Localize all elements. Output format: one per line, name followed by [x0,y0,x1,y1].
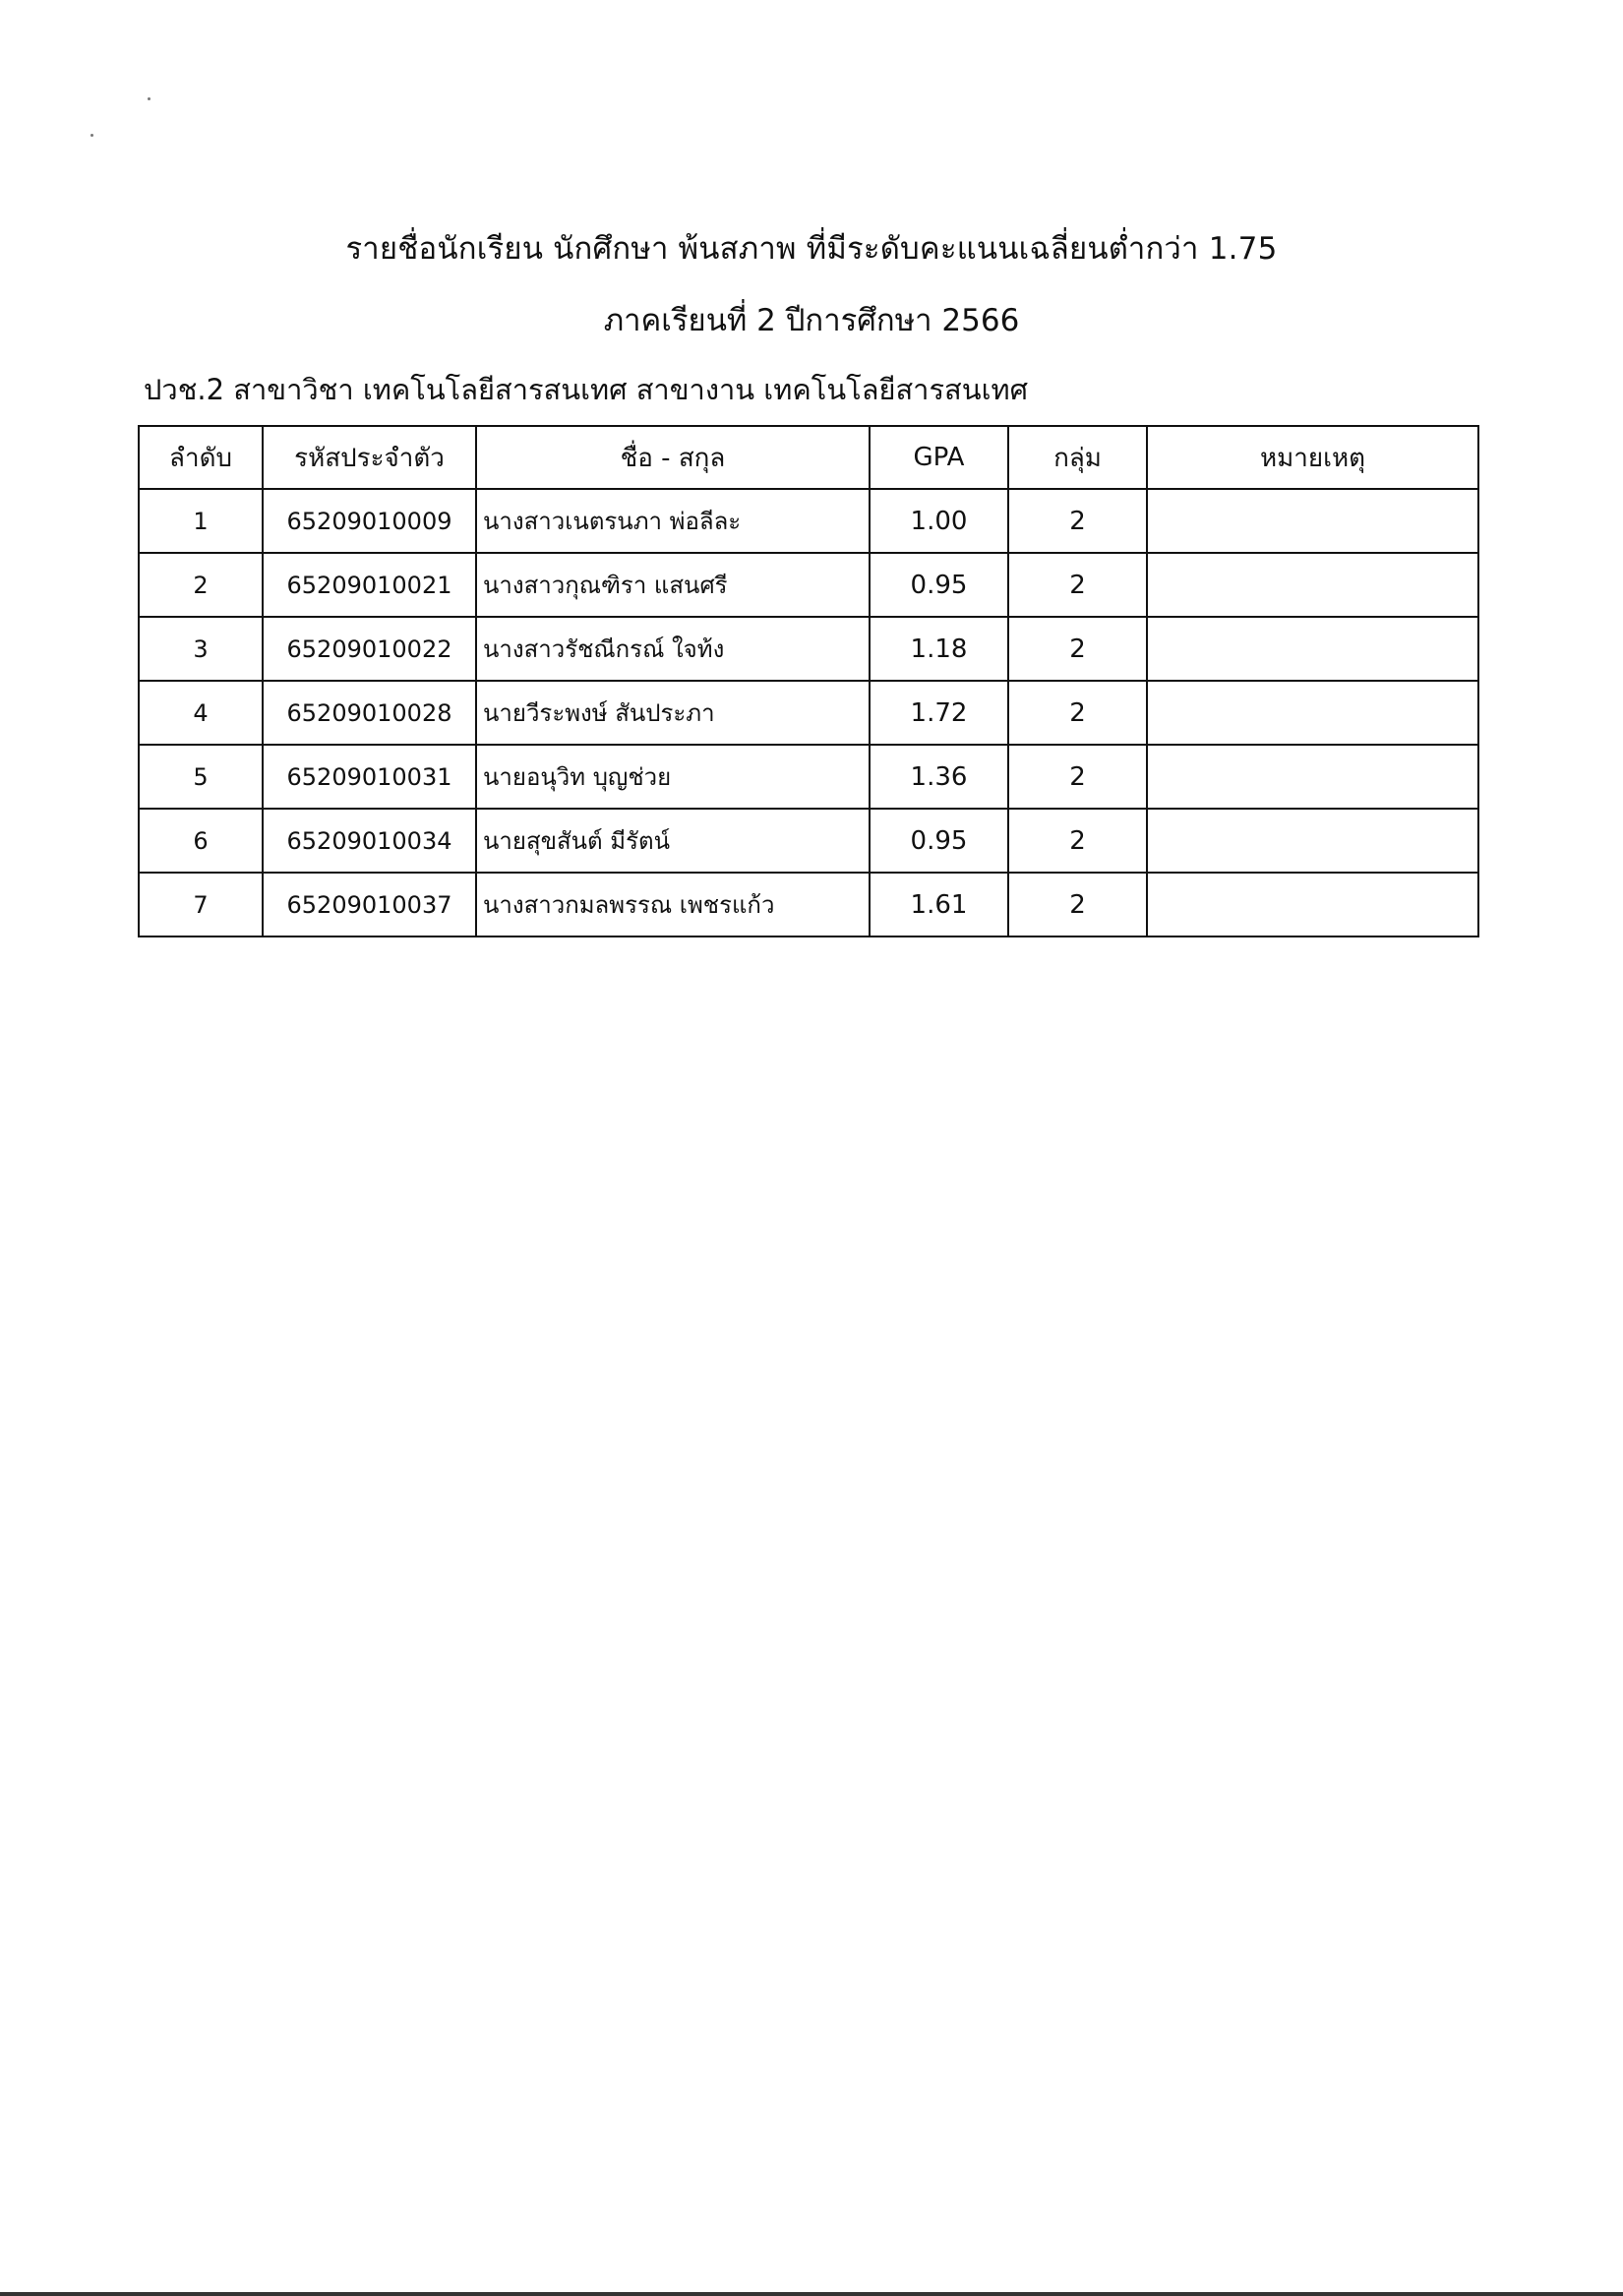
cell-gpa: 0.95 [870,553,1008,617]
students-table [138,425,1479,937]
cell-group: 2 [1008,681,1147,745]
cell-group: 2 [1008,809,1147,873]
cell-number: 3 [139,617,263,681]
cell-student-id: 65209010022 [263,617,476,681]
table-row [139,489,1478,553]
cell-gpa: 1.18 [870,617,1008,681]
cell-student-id: 65209010021 [263,553,476,617]
cell-name: นางสาวรัชณีกรณ์ ใจท้ง [476,617,870,681]
cell-student-id: 65209010034 [263,809,476,873]
header-gpa: GPA [870,426,1008,489]
table-row [139,617,1478,681]
department-line: ปวช.2 สาขาวิชา เทคโนโลยีสารสนเทศ สาขางาน เทคโนโลยีสารสนเทศ [144,373,1028,406]
cell-student-id: 65209010028 [263,681,476,745]
cell-remarks [1147,617,1478,681]
header-name: ชื่อ - สกุล [476,426,870,489]
cell-name: นางสาวเนตรนภา พ่อลีละ [476,489,870,553]
cell-name: นางสาวกมลพรรณ เพชรแก้ว [476,873,870,937]
table-row [139,681,1478,745]
cell-name: นายสุขสันต์ มีรัตน์ [476,809,870,873]
cell-name: นายอนุวิท บุญช่วย [476,745,870,809]
header-number: ลำดับ [139,426,263,489]
cell-remarks [1147,809,1478,873]
cell-number: 2 [139,553,263,617]
cell-gpa: 1.36 [870,745,1008,809]
table-row [139,873,1478,937]
table-row [139,809,1478,873]
cell-number: 1 [139,489,263,553]
table-row [139,745,1478,809]
document-title: รายชื่อนักเรียน นักศึกษา พ้นสภาพ ที่มีระดับคะแนนเฉลี่ยนต่ำกว่า 1.75 [345,231,1278,267]
document-subtitle: ภาคเรียนที่ 2 ปีการศึกษา 2566 [603,303,1020,338]
scan-speck [148,97,150,100]
scan-speck [90,134,93,137]
cell-remarks [1147,681,1478,745]
cell-number: 5 [139,745,263,809]
cell-student-id: 65209010037 [263,873,476,937]
table-row [139,553,1478,617]
cell-group: 2 [1008,873,1147,937]
cell-remarks [1147,553,1478,617]
cell-gpa: 1.72 [870,681,1008,745]
cell-group: 2 [1008,489,1147,553]
cell-remarks [1147,873,1478,937]
cell-remarks [1147,745,1478,809]
cell-student-id: 65209010031 [263,745,476,809]
cell-number: 7 [139,873,263,937]
cell-gpa: 0.95 [870,809,1008,873]
cell-gpa: 1.61 [870,873,1008,937]
cell-number: 6 [139,809,263,873]
cell-group: 2 [1008,617,1147,681]
cell-number: 4 [139,681,263,745]
cell-name: นายวีระพงษ์ สันประภา [476,681,870,745]
header-group: กลุ่ม [1008,426,1147,489]
cell-group: 2 [1008,553,1147,617]
cell-remarks [1147,489,1478,553]
table-header-row [139,426,1478,489]
scan-bottom-edge [0,2292,1623,2296]
cell-name: นางสาวกุณฑิรา แสนศรี [476,553,870,617]
cell-group: 2 [1008,745,1147,809]
cell-gpa: 1.00 [870,489,1008,553]
header-student-id: รหัสประจำตัว [263,426,476,489]
cell-student-id: 65209010009 [263,489,476,553]
header-remarks: หมายเหตุ [1147,426,1478,489]
